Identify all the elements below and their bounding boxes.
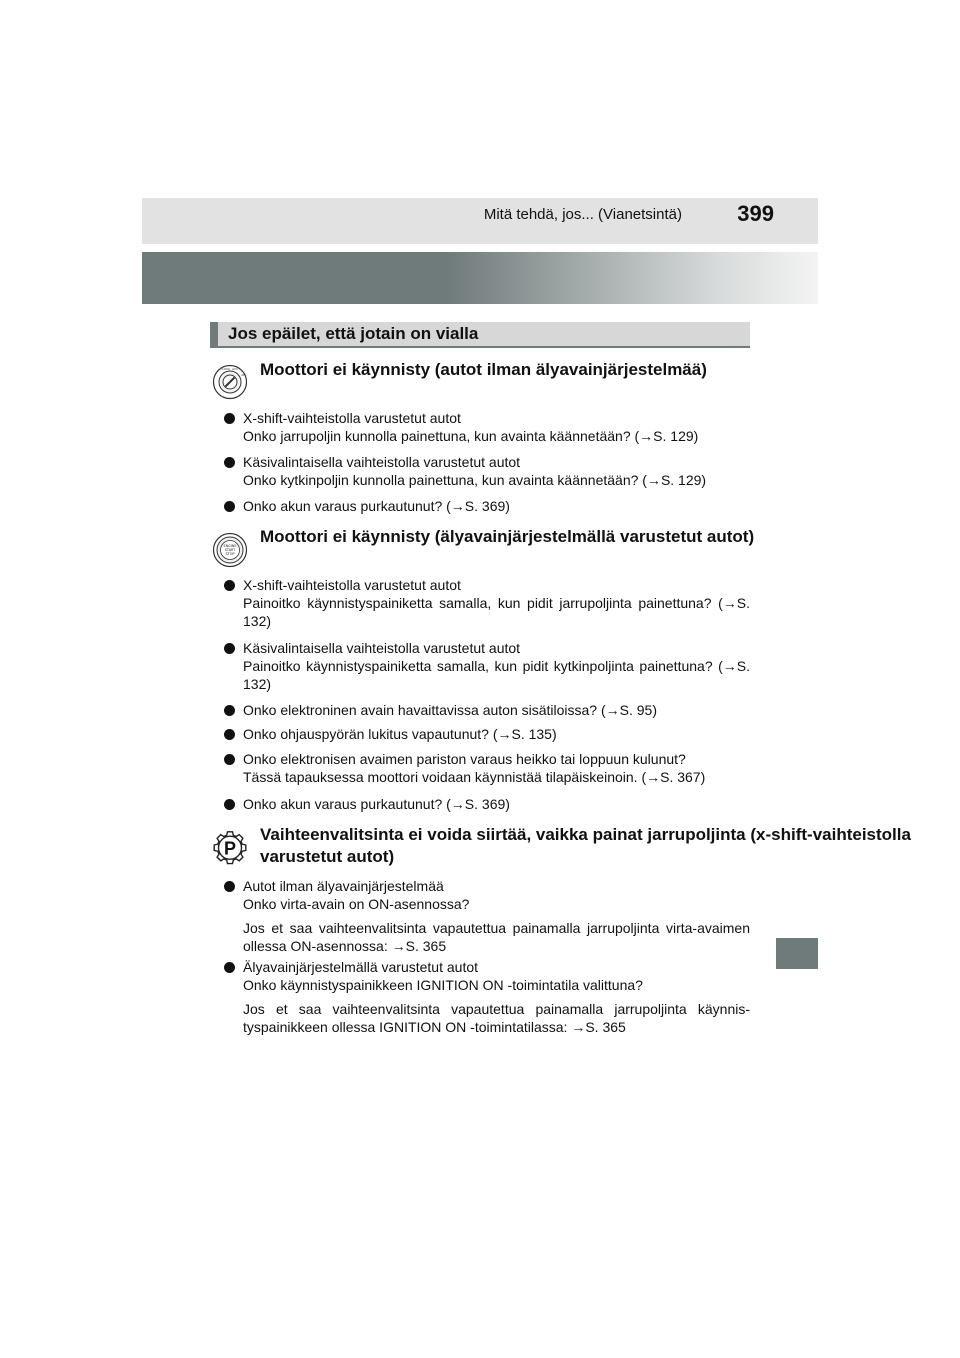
icon-text: STOP [225,552,235,556]
list-item [218,958,750,1036]
subheading-line: (autot ilman älyavainjärjestelmää) [434,360,707,379]
list-item [218,701,750,719]
bullet-icon [224,754,235,765]
item-note: Jos et saa vaihteenvalitsinta vapautettua painamalla jarrupoljinta käynnis-tyspainikkeen ollessa IGNITION ON -toimintatilassa: →S. 365 [243,1001,750,1035]
subheading-line: Vaihteenvalitsinta ei voida siirtää, vaikka painat jarrupoljinta [260,825,746,844]
item-line: Onko elektroninen avain havaittavissa auton sisätiloissa? (→S. 95) [243,702,657,718]
section-heading [210,322,750,348]
list-item [218,877,750,955]
subheading-line: Moottori ei käynnisty [260,360,431,379]
item-line: Painoitko käynnistyspainiketta samalla, kun pidit jarrupoljinta painettuna? (→S. 132) [243,595,750,629]
ignition-key-switch-icon [212,364,248,400]
icon-text: ENGINE [223,544,237,548]
parking-gear-p-icon [212,830,248,866]
svg-text:ON: ON [241,373,246,377]
item-line: X-shift-vaihteistolla varustetut autot [243,577,461,593]
bullet-icon [224,962,235,973]
subheading-shift-lever [260,824,960,868]
bullet-icon [224,457,235,468]
chapter-title: Mitä tehdä, jos... (Vianetsintä) [483,206,682,223]
item-line: Käsivalintaisella vaihteistolla varustetut autot [243,454,521,470]
subheading-engine-no-start-key [260,359,707,381]
list-item [218,725,750,743]
item-line: Onko ohjauspyörän lukitus vapautunut? (→S. 135) [243,726,557,742]
list-item [218,409,750,445]
subheading-line: Moottori ei käynnisty [260,527,431,546]
chapter-banner [142,252,818,304]
item-line: Älyavainjärjestelmällä varustetut autot [243,959,479,975]
subheading-line: (x-shift-vaihteistolla varustetut autot) [260,825,911,866]
list-item [218,497,750,515]
item-line: Käsivalintaisella vaihteistolla varustetut autot [243,640,521,656]
item-line: Onko akun varaus purkautunut? (→S. 369) [243,498,510,514]
item-line: Onko käynnistyspainikkeen IGNITION ON -toimintatila valittuna? [243,977,643,993]
item-line: Tässä tapauksessa moottori voidaan käynnistää tilapäiskeinoin. (→S. 367) [243,769,706,785]
bullet-icon [224,580,235,591]
bullet-icon [224,413,235,424]
list-item [218,639,750,693]
item-line: Onko jarrupoljin kunnolla painettuna, kun avainta käännetään? (→S. 129) [243,428,699,444]
svg-text:LOCK: LOCK [222,367,230,371]
item-line: Autot ilman älyavainjärjestelmää [243,878,444,894]
page-header [142,198,818,244]
list-item [218,576,750,630]
bullet-icon [224,705,235,716]
bullet-icon [224,881,235,892]
subheading-engine-no-start-smart [260,526,754,548]
subheading-line: (älyavainjärjestelmällä varustetut autot) [434,527,755,546]
icon-text: START [224,548,236,552]
icon-text: P [223,838,237,859]
bullet-icon [224,729,235,740]
item-line: Onko akun varaus purkautunut? (→S. 369) [243,796,510,812]
engine-start-stop-button-icon [212,532,248,568]
item-line: Onko kytkinpoljin kunnolla painettuna, kun avainta käännetään? (→S. 129) [243,472,707,488]
bullet-icon [224,643,235,654]
item-line: Onko virta-avain on ON-asennossa? [243,896,470,912]
item-line: Painoitko käynnistyspainiketta samalla, kun pidit kytkinpoljinta painettuna? (→S. 132) [243,658,750,692]
chapter-side-tab [776,938,818,969]
page-number: 399 [737,201,774,226]
list-item [218,750,750,786]
list-item [218,795,750,813]
list-item [218,453,750,489]
bullet-icon [224,501,235,512]
item-note: Jos et saa vaihteenvalitsinta vapautettua painamalla jarrupoljinta virta-avaimen ollessa ON-asennossa: →S. 365 [243,920,750,954]
section-title: Jos epäilet, että jotain on vialla [228,324,479,343]
item-line: Onko elektronisen avaimen pariston varaus heikko tai loppuun kulunut? [243,751,686,767]
svg-text:ACC: ACC [232,367,239,371]
item-line: X-shift-vaihteistolla varustetut autot [243,410,461,426]
bullet-icon [224,799,235,810]
